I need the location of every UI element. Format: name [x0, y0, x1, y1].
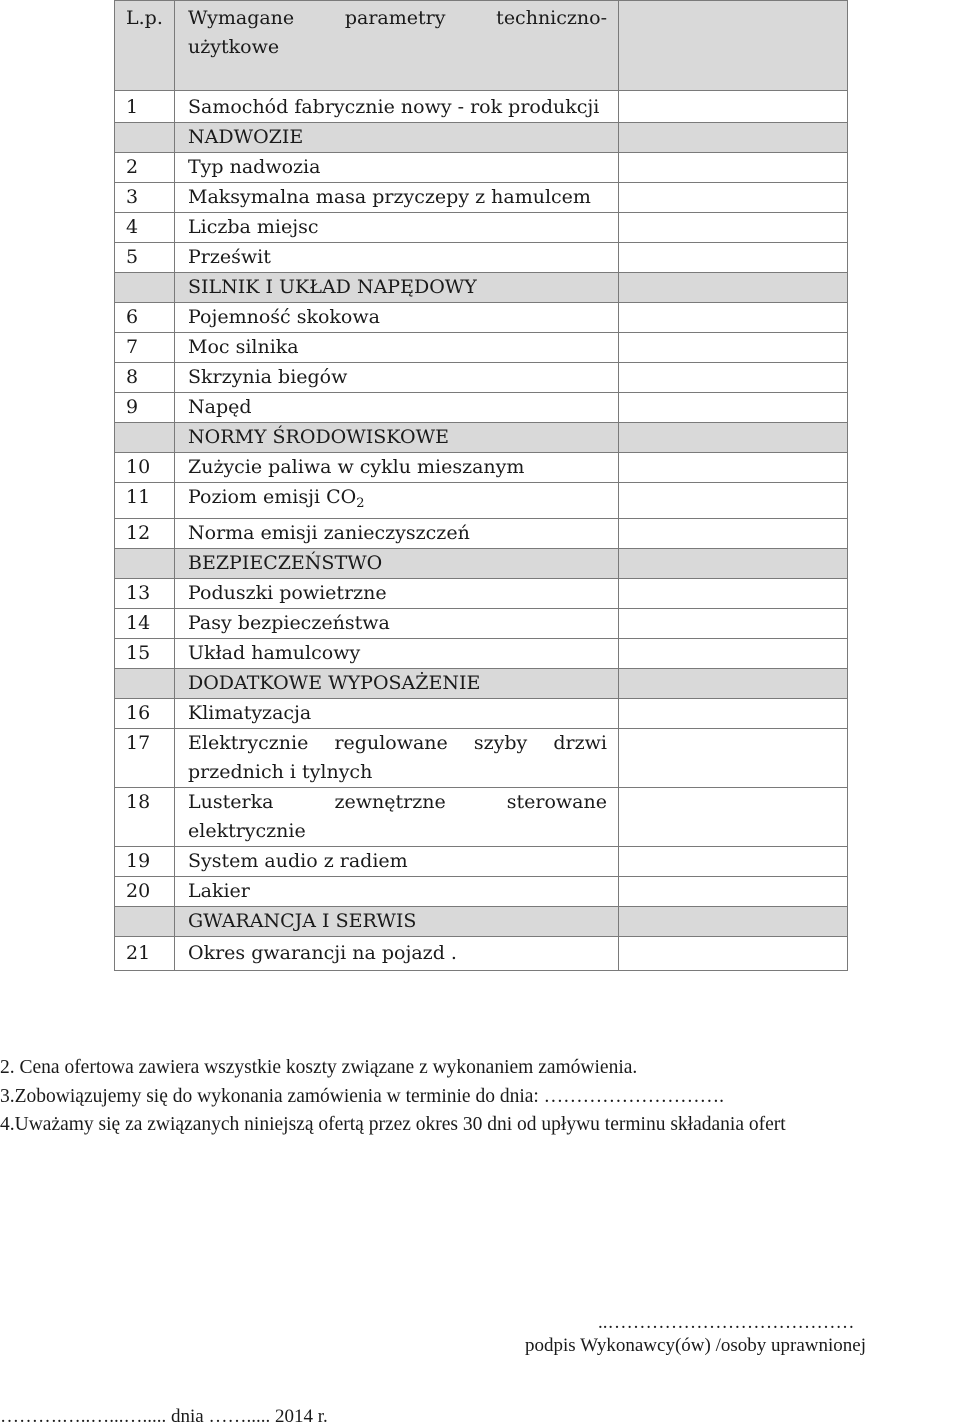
value-cell — [619, 788, 848, 847]
table-row — [115, 243, 848, 273]
signature-label: podpis Wykonawcy(ów) /osoby uprawnionej — [525, 1335, 866, 1356]
value-cell — [619, 699, 848, 729]
value-cell — [619, 579, 848, 609]
row-number: 14 — [115, 609, 175, 639]
header-lp-cell: L.p. — [115, 1, 175, 91]
value-cell — [619, 483, 848, 519]
row-parameter: Napęd — [175, 393, 619, 423]
table-row — [115, 483, 848, 519]
value-cell — [619, 213, 848, 243]
value-cell — [619, 729, 848, 788]
header-parameters-cell: Wymagane parametry techniczno-użytkowe — [175, 1, 619, 91]
value-cell — [619, 243, 848, 273]
parameters-table-body — [115, 1, 848, 971]
value-cell — [619, 639, 848, 669]
value-cell — [619, 877, 848, 907]
section-title: GWARANCJA I SERWIS — [175, 907, 619, 937]
row-parameter: Norma emisji zanieczyszczeń — [175, 519, 619, 549]
table-row — [115, 91, 848, 123]
row-parameter: Lusterka zewnętrzne sterowane elektrycznie — [175, 788, 619, 847]
table-row — [115, 453, 848, 483]
table-row — [115, 699, 848, 729]
row-number: 7 — [115, 333, 175, 363]
row-parameter: Układ hamulcowy — [175, 639, 619, 669]
section-title: SILNIK I UKŁAD NAPĘDOWY — [175, 273, 619, 303]
table-row — [115, 183, 848, 213]
value-cell — [619, 363, 848, 393]
value-cell — [619, 273, 848, 303]
row-parameter-text: Poziom emisji CO — [188, 486, 357, 508]
section-title: DODATKOWE WYPOSAŻENIE — [175, 669, 619, 699]
note-deadline: 3.Zobowiązujemy się do wykonania zamówienia w terminie do dnia: ………………………. — [0, 1085, 725, 1107]
section-title: BEZPIECZEŃSTWO — [175, 549, 619, 579]
row-number: 6 — [115, 303, 175, 333]
row-parameter: Moc silnika — [175, 333, 619, 363]
row-number: 19 — [115, 847, 175, 877]
table-row — [115, 579, 848, 609]
section-num-cell — [115, 907, 175, 937]
section-row — [115, 549, 848, 579]
row-parameter-subscript: 2 — [356, 496, 365, 511]
row-parameter — [175, 483, 619, 519]
table-row — [115, 639, 848, 669]
value-cell — [619, 153, 848, 183]
table-row — [115, 393, 848, 423]
row-number: 20 — [115, 877, 175, 907]
date-line: ……….…..…...…..... dnia ……..... 2014 r. — [0, 1406, 328, 1427]
header-blank-cell — [619, 1, 848, 91]
value-cell — [619, 847, 848, 877]
row-number: 11 — [115, 483, 175, 519]
table-row — [115, 519, 848, 549]
value-cell — [619, 303, 848, 333]
table-row — [115, 729, 848, 788]
table-row — [115, 363, 848, 393]
section-title: NORMY ŚRODOWISKOWE — [175, 423, 619, 453]
section-row — [115, 907, 848, 937]
table-row — [115, 788, 848, 847]
table-row — [115, 847, 848, 877]
row-number: 13 — [115, 579, 175, 609]
parameters-table — [114, 0, 848, 971]
value-cell — [619, 907, 848, 937]
table-row — [115, 877, 848, 907]
row-number: 18 — [115, 788, 175, 847]
section-num-cell — [115, 273, 175, 303]
row-number: 8 — [115, 363, 175, 393]
section-num-cell — [115, 423, 175, 453]
row-parameter: Zużycie paliwa w cyklu mieszanym — [175, 453, 619, 483]
value-cell — [619, 549, 848, 579]
table-row — [115, 937, 848, 971]
row-parameter: Samochód fabrycznie nowy - rok produkcji — [175, 91, 619, 123]
row-parameter: Klimatyzacja — [175, 699, 619, 729]
row-number: 9 — [115, 393, 175, 423]
value-cell — [619, 423, 848, 453]
table-row — [115, 153, 848, 183]
section-row — [115, 423, 848, 453]
row-parameter: Poduszki powietrzne — [175, 579, 619, 609]
note-price: 2. Cena ofertowa zawiera wszystkie koszty związane z wykonaniem zamówienia. — [0, 1057, 638, 1078]
row-parameter: Elektrycznie regulowane szyby drzwi przednich i tylnych — [175, 729, 619, 788]
section-title: NADWOZIE — [175, 123, 619, 153]
row-number: 5 — [115, 243, 175, 273]
table-row — [115, 333, 848, 363]
value-cell — [619, 937, 848, 971]
row-number: 10 — [115, 453, 175, 483]
value-cell — [619, 333, 848, 363]
value-cell — [619, 453, 848, 483]
row-number: 21 — [115, 937, 175, 971]
section-num-cell — [115, 123, 175, 153]
section-num-cell — [115, 549, 175, 579]
section-num-cell — [115, 669, 175, 699]
row-number: 16 — [115, 699, 175, 729]
row-number: 1 — [115, 91, 175, 123]
table-header-row — [115, 1, 848, 91]
row-number: 17 — [115, 729, 175, 788]
row-parameter: Maksymalna masa przyczepy z hamulcem — [175, 183, 619, 213]
section-row — [115, 273, 848, 303]
row-parameter: Pojemność skokowa — [175, 303, 619, 333]
table-row — [115, 213, 848, 243]
row-parameter: Prześwit — [175, 243, 619, 273]
value-cell — [619, 183, 848, 213]
section-row — [115, 669, 848, 699]
row-parameter: Skrzynia biegów — [175, 363, 619, 393]
row-number: 12 — [115, 519, 175, 549]
row-parameter: Lakier — [175, 877, 619, 907]
row-number: 4 — [115, 213, 175, 243]
value-cell — [619, 519, 848, 549]
row-parameter: Liczba miejsc — [175, 213, 619, 243]
row-number: 2 — [115, 153, 175, 183]
row-parameter: System audio z radiem — [175, 847, 619, 877]
note-validity: 4.Uważamy się za związanych niniejszą ofertą przez okres 30 dni od upływu terminu składania ofert — [0, 1114, 786, 1135]
offer-notes — [0, 1054, 960, 1140]
row-parameter: Pasy bezpieczeństwa — [175, 609, 619, 639]
value-cell — [619, 393, 848, 423]
table-row — [115, 303, 848, 333]
row-parameter: Typ nadwozia — [175, 153, 619, 183]
value-cell — [619, 609, 848, 639]
table-row — [115, 609, 848, 639]
section-row — [115, 123, 848, 153]
value-cell — [619, 91, 848, 123]
row-number: 3 — [115, 183, 175, 213]
row-parameter: Okres gwarancji na pojazd . — [175, 937, 619, 971]
value-cell — [619, 669, 848, 699]
row-number: 15 — [115, 639, 175, 669]
value-cell — [619, 123, 848, 153]
signature-dots: ..………………………………… — [598, 1312, 855, 1333]
